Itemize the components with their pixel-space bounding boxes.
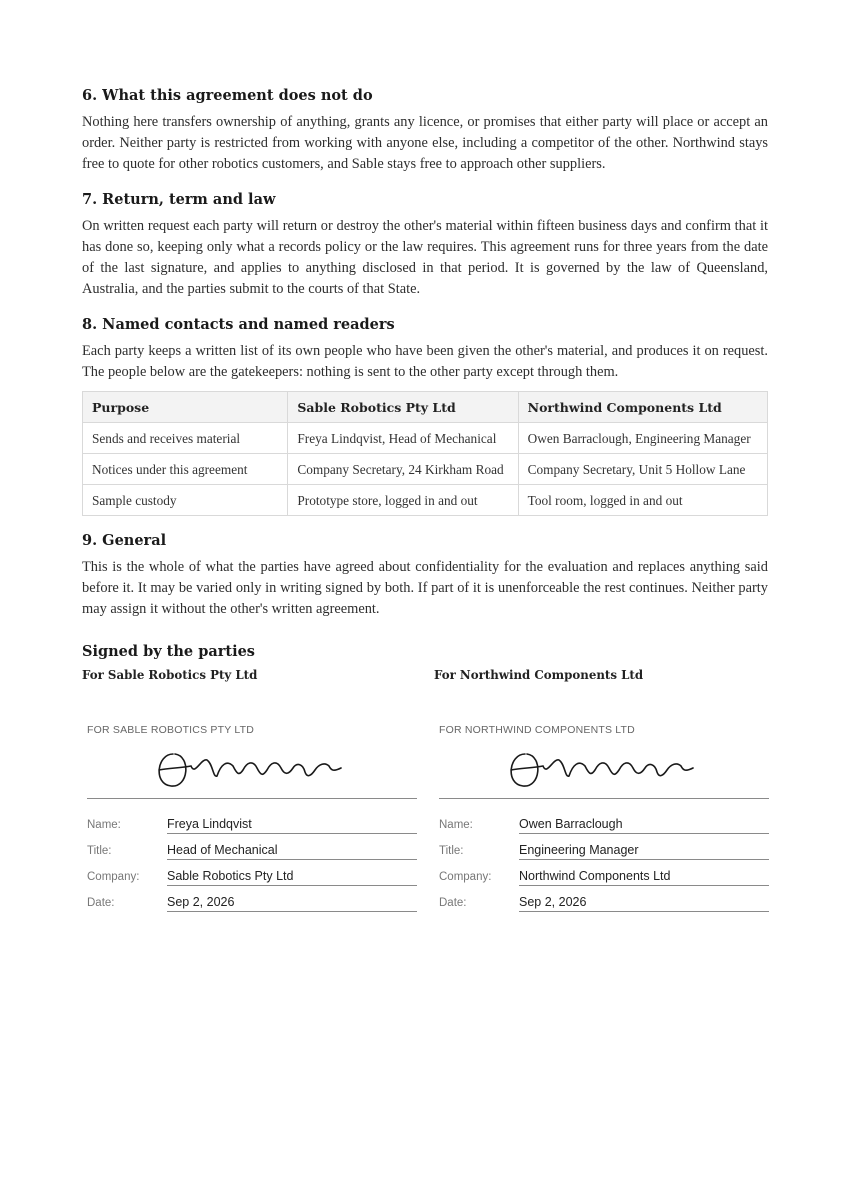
field-label: Date:: [87, 897, 115, 909]
section-body: This is the whole of what the parties have agreed about confidentiality for the evaluation and replaces anything said before it. It may be varied only in writing signed by both. If part of it is unenforceable the rest continues. Neither party may assign it without the other's written agreement.: [82, 559, 768, 617]
title-row: [439, 834, 769, 860]
field-label: Name:: [439, 819, 473, 831]
table-cell: Company Secretary, Unit 5 Hollow Lane: [518, 454, 767, 485]
party-caps-label: FOR NORTHWIND COMPONENTS LTD: [439, 724, 635, 736]
document-page: [82, 86, 768, 932]
section-heading: 7. Return, term and law: [82, 191, 276, 208]
signature-section: [82, 642, 768, 932]
contacts-table: [82, 391, 768, 516]
signatory-northwind: [434, 662, 766, 912]
table-row: [83, 423, 768, 454]
table-row: [83, 485, 768, 516]
field-label: Company:: [439, 871, 492, 883]
section-body: Each party keeps a written list of its own people who have been given the other's material, and produces it on request. The people below are the gatekeepers: nothing is sent to the other party except through them.: [82, 343, 768, 380]
section-body: Nothing here transfers ownership of anything, grants any licence, or promises that either party will place or accept an order. Neither party is restricted from working with anyone else, including a competitor of the other. Northwind stays free to quote for other robotics customers, and Sable stays free to approach other suppliers.: [82, 114, 768, 172]
section-heading: 8. Named contacts and named readers: [82, 316, 395, 333]
title-field: Engineering Manager: [519, 843, 769, 860]
party-caps-label: FOR SABLE ROBOTICS PTY LTD: [87, 724, 255, 736]
table-cell: Tool room, logged in and out: [518, 485, 767, 516]
section-heading: 9. General: [82, 532, 167, 549]
name-row: [87, 808, 417, 834]
table-cell: Freya Lindqvist, Head of Mechanical: [288, 423, 518, 454]
table-cell: Sample custody: [83, 485, 288, 516]
table-cell: Company Secretary, 24 Kirkham Road: [288, 454, 518, 485]
section-8: [82, 315, 768, 516]
table-cell: Prototype store, logged in and out: [288, 485, 518, 516]
table-cell: Sends and receives material: [83, 423, 288, 454]
title-field: Head of Mechanical: [167, 843, 417, 860]
section-9: [82, 531, 768, 620]
field-label: Company:: [87, 871, 140, 883]
date-field: Sep 2, 2026: [167, 895, 417, 912]
title-row: [87, 834, 417, 860]
section-heading: 6. What this agreement does not do: [82, 87, 373, 104]
date-field: Sep 2, 2026: [519, 895, 769, 912]
name-field: Freya Lindqvist: [167, 817, 417, 834]
field-label: Date:: [439, 897, 467, 909]
company-row: [439, 860, 769, 886]
section-7: [82, 190, 768, 300]
handwritten-signature: [155, 746, 355, 794]
table-row: [83, 454, 768, 485]
signature-line: [439, 738, 769, 799]
table-cell: Notices under this agreement: [83, 454, 288, 485]
column-header: Purpose: [83, 392, 288, 423]
column-header: Sable Robotics Pty Ltd: [288, 392, 518, 423]
signatory-sable: [82, 662, 414, 912]
company-row: [87, 860, 417, 886]
signature-line: [87, 738, 417, 799]
date-row: [439, 886, 769, 912]
for-party-label: For Sable Robotics Pty Ltd: [82, 668, 258, 682]
handwritten-signature: [507, 746, 707, 794]
field-label: Name:: [87, 819, 121, 831]
name-row: [439, 808, 769, 834]
date-row: [87, 886, 417, 912]
table-header-row: [83, 392, 768, 423]
name-field: Owen Barraclough: [519, 817, 769, 834]
field-label: Title:: [87, 845, 112, 857]
signatures-title: Signed by the parties: [82, 643, 255, 660]
for-party-label: For Northwind Components Ltd: [434, 668, 644, 682]
signature-block: [87, 724, 417, 912]
section-body: On written request each party will return or destroy the other's material within fifteen business days and confirm that it has done so, keeping only what a records policy or the law requires. This agreement runs for three years from the date of the last signature, and applies to anything disclosed in that period. It is governed by the law of Queensland, Australia, and the parties submit to the courts of that State.: [82, 218, 768, 297]
signature-block: [439, 724, 769, 912]
company-field: Northwind Components Ltd: [519, 869, 769, 886]
column-header: Northwind Components Ltd: [518, 392, 767, 423]
table-cell: Owen Barraclough, Engineering Manager: [518, 423, 767, 454]
field-label: Title:: [439, 845, 464, 857]
company-field: Sable Robotics Pty Ltd: [167, 869, 417, 886]
section-6: [82, 86, 768, 175]
